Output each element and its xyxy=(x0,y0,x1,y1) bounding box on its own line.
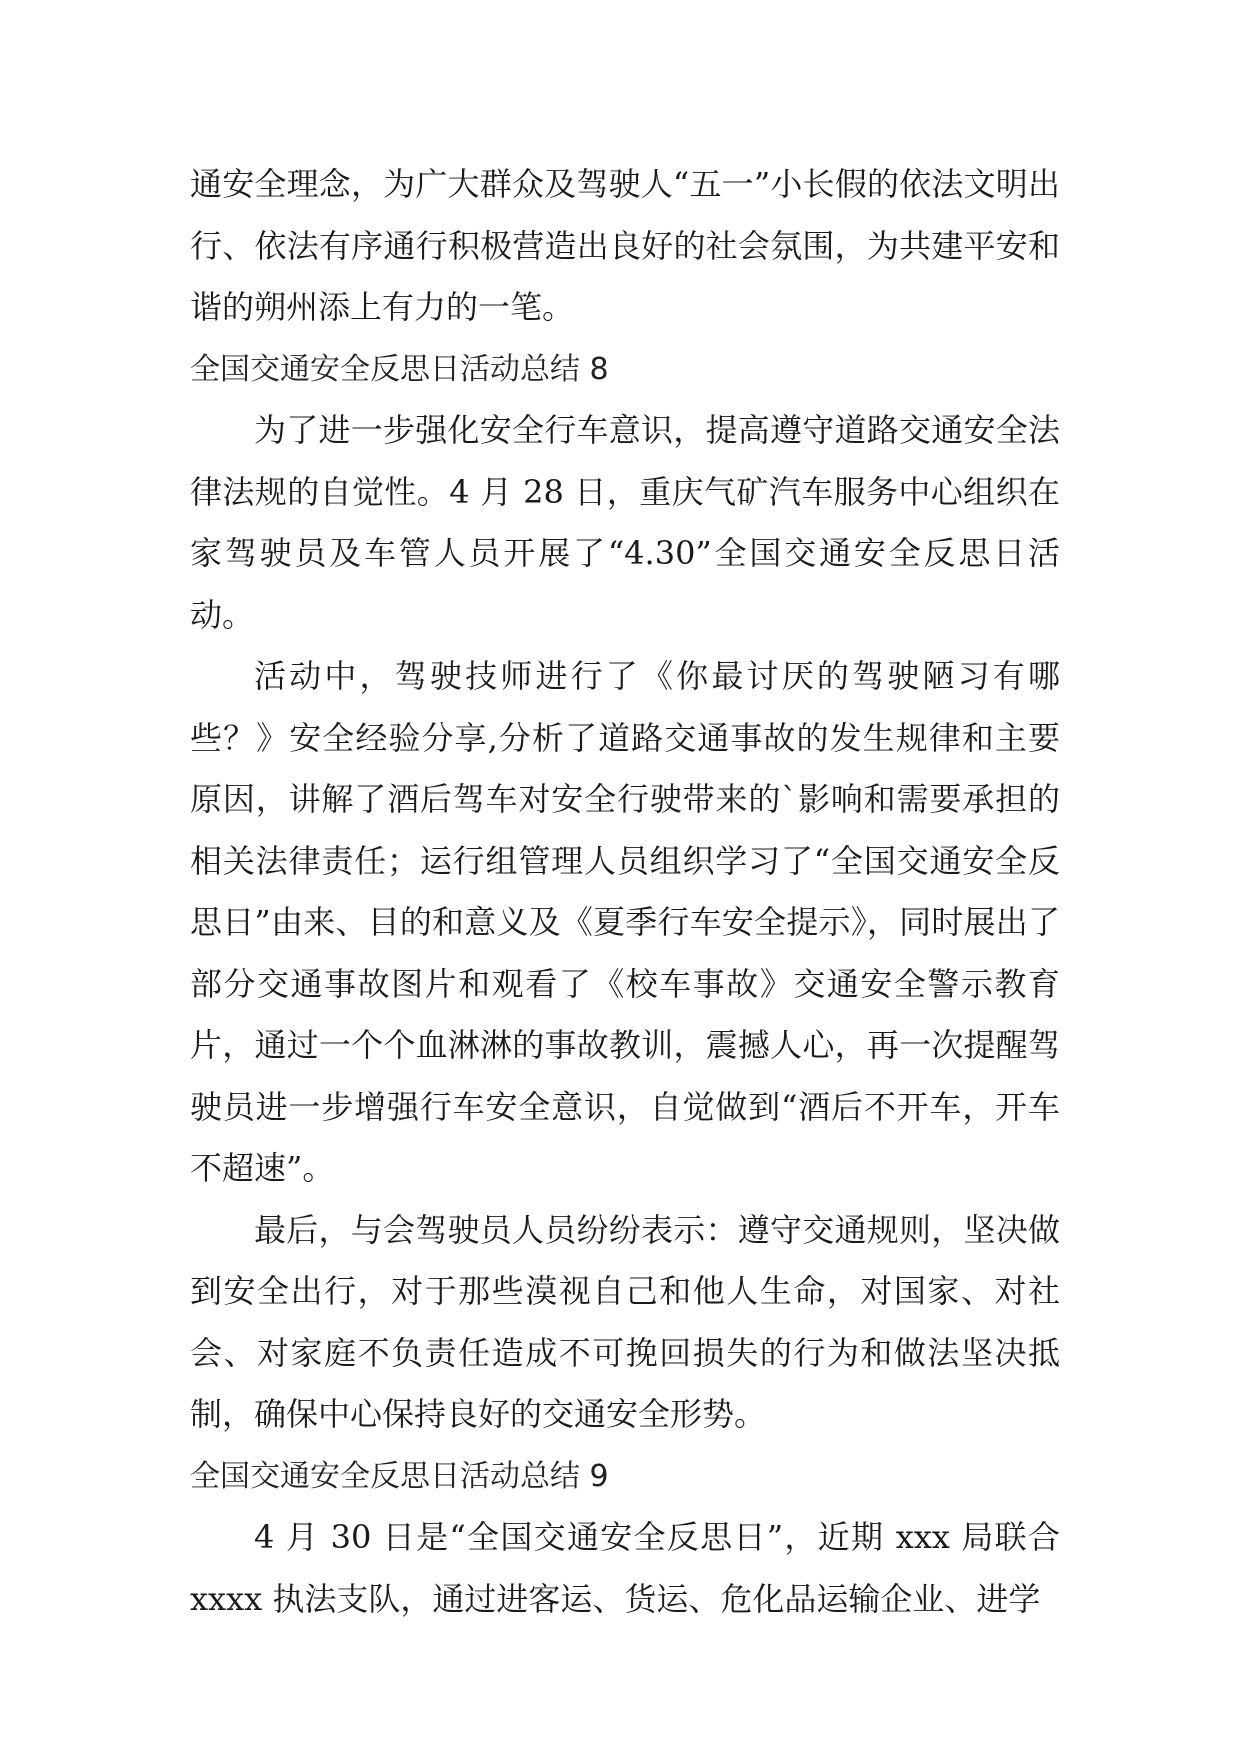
paragraph-intro-9: 4 月 30 日是“全国交通安全反思日”，近期 xxx 局联合 xxxx 执法支队，通过进客运、货运、危化品运输企业、进学 xyxy=(190,1518,1060,1618)
paragraph-conclusion-8: 最后，与会驾驶员人员纷纷表示：遵守交通规则，坚决做到安全出行，对于那些漠视自己和他人生命，对国家、对社会、对家庭不负责任造成不可挽回损失的行为和做法坚决抵制，确保中心保持良好的交通安全形势。 xyxy=(190,1210,1060,1433)
paragraph-intro-8: 为了进一步强化安全行车意识，提高遵守道路交通安全法律法规的自觉性。4 月 28 日，重庆气矿汽车服务中心组织在家驾驶员及车管人员开展了“4.30”全国交通安全反思日活动。 xyxy=(190,411,1060,634)
paragraph-activity-8: 活动中，驾驶技师进行了《你最讨厌的驾驶陋习有哪些？》安全经验分享,分析了道路交通事故的发生规律和主要原因，讲解了酒后驾车对安全行驶带来的`影响和需要承担的相关法律责任；运行组管理人员组织学习了“全国交通安全反思日”由来、目的和意义及《夏季行车安全提示》，同时展出了部分交通事故图片和观看了《校车事故》交通安全警示教育片，通过一个个血淋淋的事故教训，震撼人心，再一次提醒驾驶员进一步增强行车安全意识，自觉做到“酒后不开车，开车不超速”。 xyxy=(190,657,1060,1187)
paragraph-continuation: 通安全理念，为广大群众及驾驶人“五一”小长假的依法文明出行、依法有序通行积极营造出良好的社会氛围，为共建平安和谐的朔州添上有力的一笔。 xyxy=(190,165,1060,326)
section-heading-9: 全国交通安全反思日活动总结 9 xyxy=(190,1458,609,1494)
document-body xyxy=(190,154,1060,1630)
section-heading-8: 全国交通安全反思日活动总结 8 xyxy=(190,351,609,387)
